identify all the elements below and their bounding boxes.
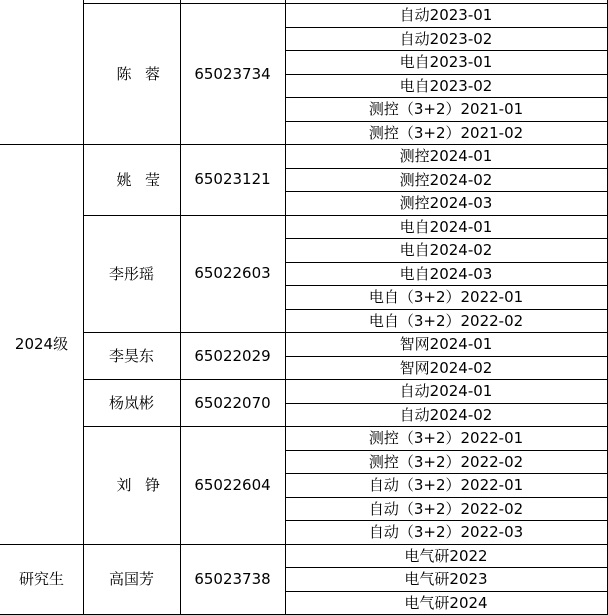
grade-label: 研究生 [18,570,64,589]
class-cell: 测控2024-01 [399,147,493,166]
class-cell: 自动2023-01 [399,6,493,25]
class-cell: 电自2023-02 [399,76,493,95]
class-cell: 自动（3+2）2022-02 [368,499,524,518]
teacher-name: 李昊东 [108,347,154,365]
class-cell: 电气研2022 [404,546,488,565]
class-cell: 电气研2023 [404,570,488,589]
class-cell: 智网2024-02 [399,358,493,377]
teacher-phone: 65022029 [194,346,271,365]
teacher-name: 高国芳 [108,570,154,589]
class-cell: 测控（3+2）2021-02 [368,123,524,142]
teacher-phone: 65023121 [194,170,271,189]
teacher-name: 刘铮 [116,476,174,495]
class-cell: 自动2023-02 [399,29,493,48]
teacher-name: 陈蓉 [116,65,174,83]
class-cell: 电气研2024 [404,593,488,612]
teacher-phone: 65022603 [194,264,271,283]
teacher-name: 杨岚彬 [108,394,154,412]
class-cell: 自动2024-01 [399,382,493,401]
class-cell: 电自2023-01 [399,53,493,72]
class-cell: 测控2024-02 [399,170,493,189]
class-cell: 测控（3+2）2021-01 [368,100,524,119]
class-cell: 电自2024-02 [399,241,493,260]
class-cell: 智网2024-01 [399,335,493,354]
teacher-name: 姚莹 [116,170,174,189]
class-cell: 测控（3+2）2022-02 [368,452,524,471]
class-cell: 自动（3+2）2022-03 [368,523,524,542]
class-cell: 测控（3+2）2022-01 [368,429,524,448]
class-cell: 电自2024-03 [399,264,493,283]
class-cell: 自动2024-02 [399,405,493,424]
class-cell: 电自2024-01 [399,217,493,236]
grade-label: 2024级 [14,335,69,354]
class-cell: 自动（3+2）2022-01 [368,476,524,495]
class-cell: 测控2024-03 [399,194,493,213]
teacher-phone: 65023738 [194,569,271,588]
teacher-phone: 65022604 [194,475,271,494]
teacher-phone: 65023734 [194,64,271,83]
class-cell: 电自（3+2）2022-01 [368,288,524,307]
teacher-phone: 65022070 [194,393,271,412]
teacher-name: 李彤瑶 [108,264,154,283]
class-cell: 电自（3+2）2022-02 [368,311,524,330]
